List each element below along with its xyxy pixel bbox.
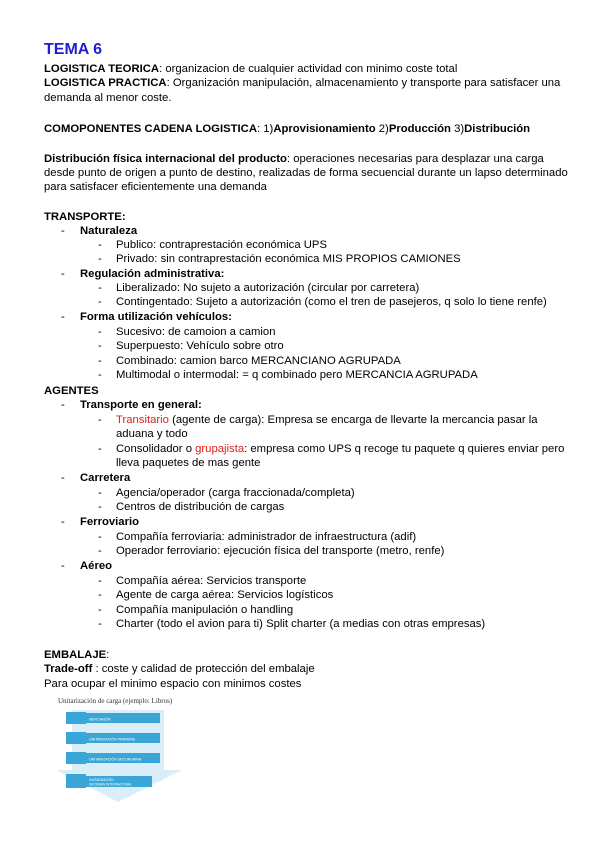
mercancia-box-icon bbox=[66, 712, 86, 724]
sucesivo-item: Sucesivo: de camoion a camion bbox=[116, 326, 276, 338]
tradeoff-text: : coste y calidad de protección del embalaje bbox=[92, 663, 315, 675]
secundaria-box-icon bbox=[66, 752, 86, 764]
dfi-label: Distribución física internacional del producto bbox=[44, 153, 287, 165]
carretera-item: Carretera bbox=[80, 472, 131, 484]
contingentado-item: Contingentado: Sujeto a autorización (como el tren de pasejeros, q solo lo tiene renfe) bbox=[116, 296, 547, 308]
dash-bullet: - bbox=[98, 589, 102, 601]
logistica-practica-line-2: demanda al menor coste. bbox=[44, 92, 172, 104]
transporte-general-item: Transporte en general: bbox=[80, 399, 202, 411]
cadena-item-1: Aprovisionamiento bbox=[273, 123, 376, 135]
dash-bullet: - bbox=[61, 268, 65, 280]
dash-bullet: - bbox=[98, 326, 102, 338]
dash-bullet: - bbox=[98, 545, 102, 557]
consolidador-text: : empresa como UPS q recoge tu paquete q quieres enviar pero bbox=[244, 443, 565, 455]
transporte-heading: TRANSPORTE: bbox=[44, 211, 126, 223]
superpuesto-item: Superpuesto: Vehículo sobre otro bbox=[116, 340, 284, 352]
dash-bullet: - bbox=[98, 296, 102, 308]
figure-caption: Unitarización de carga (ejemplo: Libros) bbox=[58, 697, 173, 705]
ferroviario-item: Ferroviario bbox=[80, 516, 140, 528]
row-label-4a: UNITARIZACIÓN bbox=[89, 778, 114, 782]
multimodal-item: Multimodal o intermodal: = q combinado pero MERCANCIA AGRUPADA bbox=[116, 369, 478, 381]
embalaje-colon: : bbox=[106, 649, 110, 661]
compania-aerea-item: Compañía aérea: Servicios transporte bbox=[116, 575, 307, 587]
dash-bullet: - bbox=[98, 282, 102, 294]
dash-bullet: - bbox=[61, 472, 65, 484]
dash-bullet: - bbox=[98, 618, 102, 630]
dfi-text-1: : operaciones necesarias para desplazar una carga bbox=[286, 153, 544, 165]
dash-bullet: - bbox=[61, 560, 65, 572]
cadena-logistica-line bbox=[44, 122, 530, 136]
logistica-teorica-text: : organizacion de cualquier actividad con minimo coste total bbox=[159, 63, 458, 75]
ocupar-line: Para ocupar el minimo espacio con minimos costes bbox=[44, 678, 302, 690]
dfi-line-2: desde punto de origen a punto de destino, realizadas de forma secuencial durante un lapso determinado bbox=[44, 167, 568, 179]
dash-bullet: - bbox=[98, 253, 102, 265]
dash-bullet: - bbox=[98, 575, 102, 587]
row-label-4b: SISTEMAS INTERNACIONAL bbox=[89, 782, 132, 787]
logistica-practica-label: LOGISTICA PRACTICA bbox=[44, 77, 167, 89]
tradeoff-line bbox=[44, 662, 315, 676]
agente-carga-aerea-item: Agente de carga aérea: Servicios logísticos bbox=[116, 589, 334, 601]
sistema-box-icon bbox=[66, 774, 86, 788]
logistica-practica-text: : Organización manipulación, almacenamiento y transporte para satisfacer una bbox=[166, 77, 561, 89]
cadena-item-2: Producción bbox=[388, 123, 451, 135]
privado-item: Privado: sin contraprestación económica MIS PROPIOS CAMIONES bbox=[116, 253, 461, 265]
embalaje-line bbox=[44, 648, 109, 662]
cadena-sep: : 1) bbox=[256, 123, 274, 135]
dash-bullet: - bbox=[98, 239, 102, 251]
cadena-num-3: 3) bbox=[450, 123, 465, 135]
charter-item: Charter (todo el avion para ti) Split charter (a medias con otras empresas) bbox=[116, 618, 486, 630]
dash-bullet: - bbox=[98, 531, 102, 543]
dash-bullet: - bbox=[61, 311, 65, 323]
cadena-label: COMOPONENTES CADENA LOGISTICA bbox=[44, 123, 257, 135]
agentes-heading: AGENTES bbox=[44, 385, 99, 397]
dash-bullet: - bbox=[61, 225, 65, 237]
embalaje-heading: EMBALAJE bbox=[44, 649, 107, 661]
naturaleza-item: Naturaleza bbox=[80, 225, 138, 237]
dash-bullet: - bbox=[98, 604, 102, 616]
liberalizado-item: Liberalizado: No sujeto a autorización (circular por carretera) bbox=[116, 282, 420, 294]
grupajista-word: grupajista bbox=[195, 443, 245, 455]
tradeoff-label: Trade-off bbox=[44, 663, 93, 675]
transitario-text: (agente de carga): Empresa se encarga de llevarte la mercancia pasar la bbox=[168, 414, 538, 426]
dfi-line-3: para satisfacer eficientemente una demanda bbox=[44, 181, 267, 193]
dash-bullet: - bbox=[98, 369, 102, 381]
dash-bullet: - bbox=[61, 516, 65, 528]
dash-bullet: - bbox=[98, 414, 102, 426]
consolidador-item bbox=[116, 443, 564, 455]
publico-item: Publico: contraprestación económica UPS bbox=[116, 239, 327, 251]
transitario-item bbox=[116, 414, 538, 426]
logistica-teorica-label: LOGISTICA TEORICA bbox=[44, 63, 160, 75]
regulacion-item: Regulación administrativa: bbox=[80, 268, 225, 280]
compania-ferroviaria-item: Compañía ferroviaria: administrador de infraestructura (adif) bbox=[116, 531, 417, 543]
centros-item: Centros de distribución de cargas bbox=[116, 501, 285, 513]
row-label-2: UNITARIZACIÓN PRIMARIA bbox=[89, 737, 136, 742]
aereo-item: Aéreo bbox=[80, 560, 113, 572]
dash-bullet: - bbox=[61, 399, 65, 411]
compania-manipulacion-item: Compañía manipulación o handling bbox=[116, 604, 294, 616]
combinado-item: Combinado: camion barco MERCANCIANO AGRUPADA bbox=[116, 355, 401, 367]
row-label-1: MERCANCÍA bbox=[89, 717, 111, 722]
row-label-3: UNITARIZACIÓN SECUNDARIA bbox=[89, 757, 142, 762]
operador-ferroviario-item: Operador ferroviario: ejecución física del transporte (metro, renfe) bbox=[116, 545, 445, 557]
dash-bullet: - bbox=[98, 443, 102, 455]
dfi-line-1 bbox=[44, 152, 544, 166]
consolidador-item-line-2: lleva paquetes de mas gente bbox=[116, 457, 261, 469]
unitarizacion-figure bbox=[58, 708, 198, 803]
dash-bullet: - bbox=[98, 487, 102, 499]
logistica-practica-line bbox=[44, 76, 560, 90]
agencia-item: Agencia/operador (carga fraccionada/completa) bbox=[116, 487, 355, 499]
primaria-box-icon bbox=[66, 732, 86, 744]
logistica-teorica-line bbox=[44, 62, 457, 76]
cadena-num-2: 2) bbox=[375, 123, 389, 135]
cadena-item-3: Distribución bbox=[464, 123, 531, 135]
dash-bullet: - bbox=[98, 501, 102, 513]
forma-item: Forma utilización vehículos: bbox=[80, 311, 232, 323]
dash-bullet: - bbox=[98, 355, 102, 367]
page-title: TEMA 6 bbox=[44, 41, 103, 58]
transitario-word: Transitario bbox=[116, 414, 169, 426]
transitario-item-line-2: aduana y todo bbox=[116, 428, 188, 440]
consolidador-pre: Consolidador o bbox=[116, 443, 196, 455]
dash-bullet: - bbox=[98, 340, 102, 352]
